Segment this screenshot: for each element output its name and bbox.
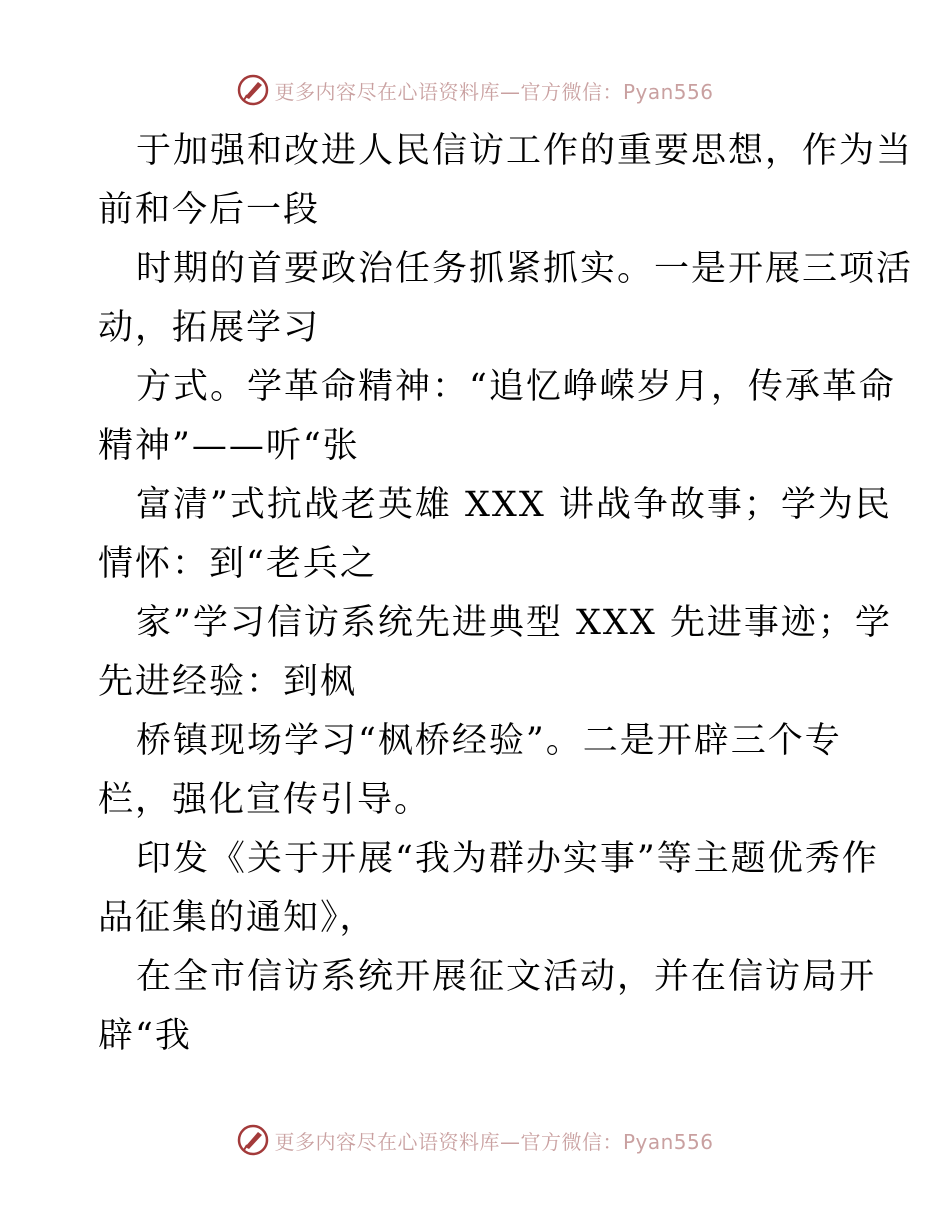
text-line: 先进经验：到枫 — [98, 662, 358, 702]
text-line: 前和今后一段 — [98, 190, 321, 230]
text-line: 印发《关于开展“我为群办实事”等主题优秀作 — [136, 839, 879, 879]
watermark-text: 更多内容尽在心语资料库—官方微信：Pyan556 — [274, 79, 714, 104]
text-line: 精神”——听“张 — [98, 426, 360, 466]
text-line: 情怀：到“老兵之 — [98, 544, 377, 584]
text-line: 方式。学革命精神：“追忆峥嵘岁月，传承革命 — [136, 367, 896, 407]
watermark-text: 更多内容尽在心语资料库—官方微信：Pyan556 — [274, 1129, 714, 1154]
footer-watermark — [0, 1122, 950, 1158]
text-line: 在全市信访系统开展征文活动，并在信访局开 — [136, 957, 877, 997]
text-line: 栏，强化宣传引导。 — [98, 780, 432, 820]
document-body — [98, 122, 914, 1066]
quill-seal-icon — [236, 73, 270, 107]
text-line: 家”学习信访系统先进典型 XXX 先进事迹；学 — [136, 603, 892, 643]
text-line: 时期的首要政治任务抓紧抓实。一是开展三项活 — [136, 249, 914, 289]
text-line: 富清”式抗战老英雄 XXX 讲战争故事；学为民 — [136, 485, 892, 525]
header-watermark — [0, 72, 950, 108]
text-line: 品征集的通知》， — [98, 898, 377, 938]
text-line: 动，拓展学习 — [98, 308, 321, 348]
quill-seal-icon — [236, 1123, 270, 1157]
text-line: 于加强和改进人民信访工作的重要思想，作为当 — [136, 131, 914, 171]
text-line: 辟“我 — [98, 1016, 192, 1056]
text-line: 桥镇现场学习“枫桥经验”。二是开辟三个专 — [136, 721, 842, 761]
